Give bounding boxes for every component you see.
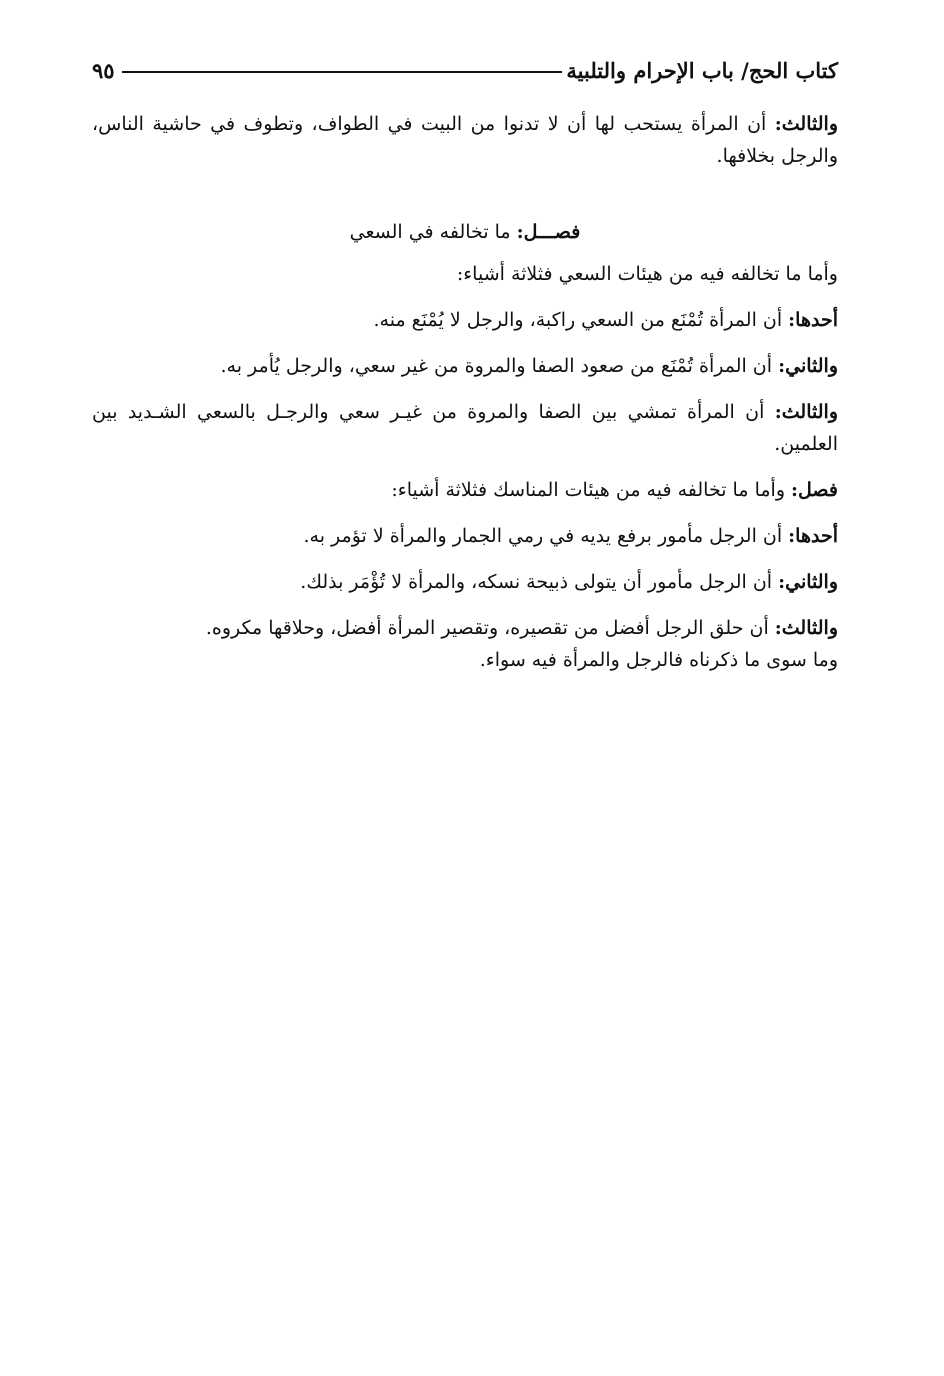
item-text: أن الرجل مأمور برفع يديه في رمي الجمار والمرأة لا تؤمر به. [303,525,789,547]
page-number: ٩٥ [92,58,115,83]
page-body [92,108,838,676]
paragraph-third-tawaf [92,108,838,172]
item-text: أن المرأة تُمْنَع من السعي راكبة، والرجل لا يُمْنَع منه. [373,309,789,331]
list-item [92,304,838,336]
paragraph-text: أن المرأة يستحب لها أن لا تدنوا من البيت في الطواف، وتطوف في حاشية الناس، والرجل بخلافها. [92,113,838,167]
section-heading-text: وأما ما تخالفه فيه من هيئات المناسك فثلاثة أشياء: [391,479,792,501]
list-item [92,612,838,644]
section-intro: وأما ما تخالفه فيه من هيئات السعي فثلاثة أشياء: [456,263,838,285]
item-text: أن الرجل مأمور أن يتولى ذبيحة نسكه، والمرأة لا تُؤْمَر بذلك. [300,571,779,593]
header-rule [122,71,562,73]
running-header [92,56,838,90]
section-heading-manasik [92,474,838,506]
item-label: والثاني: [778,355,838,377]
list-item [92,520,838,552]
list-item [92,566,838,598]
item-text: أن المرأة تمشي بين الصفا والمروة من غيـر سعي والرجـل بالسعي الشـديد بين العلمين. [92,401,838,455]
header-title: كتاب الحج/ باب الإحرام والتلبية [566,58,838,83]
section-heading-label: فصل: [791,479,838,501]
closing-sentence: وما سوى ما ذكرناه فالرجل والمرأة فيه سواء. [479,649,838,671]
section-heading-label: فصـــل: [516,221,581,243]
item-text: أن حلق الرجل أفضل من تقصيره، وتقصير المرأة أفضل، وحلاقها مكروه. [205,617,775,639]
item-label: أحدها: [788,309,838,331]
item-text: أن المرأة تُمْنَع من صعود الصفا والمروة من غير سعي، والرجل يُأمر به. [220,355,779,377]
list-item [92,396,838,460]
item-label: والثالث: [774,617,838,639]
section-heading-text: ما تخالفه في السعي [349,221,517,243]
item-label: والثالث: [774,401,838,423]
item-label: والثاني: [778,571,838,593]
item-label: أحدها: [788,525,838,547]
section-heading-sai [92,216,838,248]
list-item [92,350,838,382]
paragraph-label: والثالث: [774,113,838,135]
